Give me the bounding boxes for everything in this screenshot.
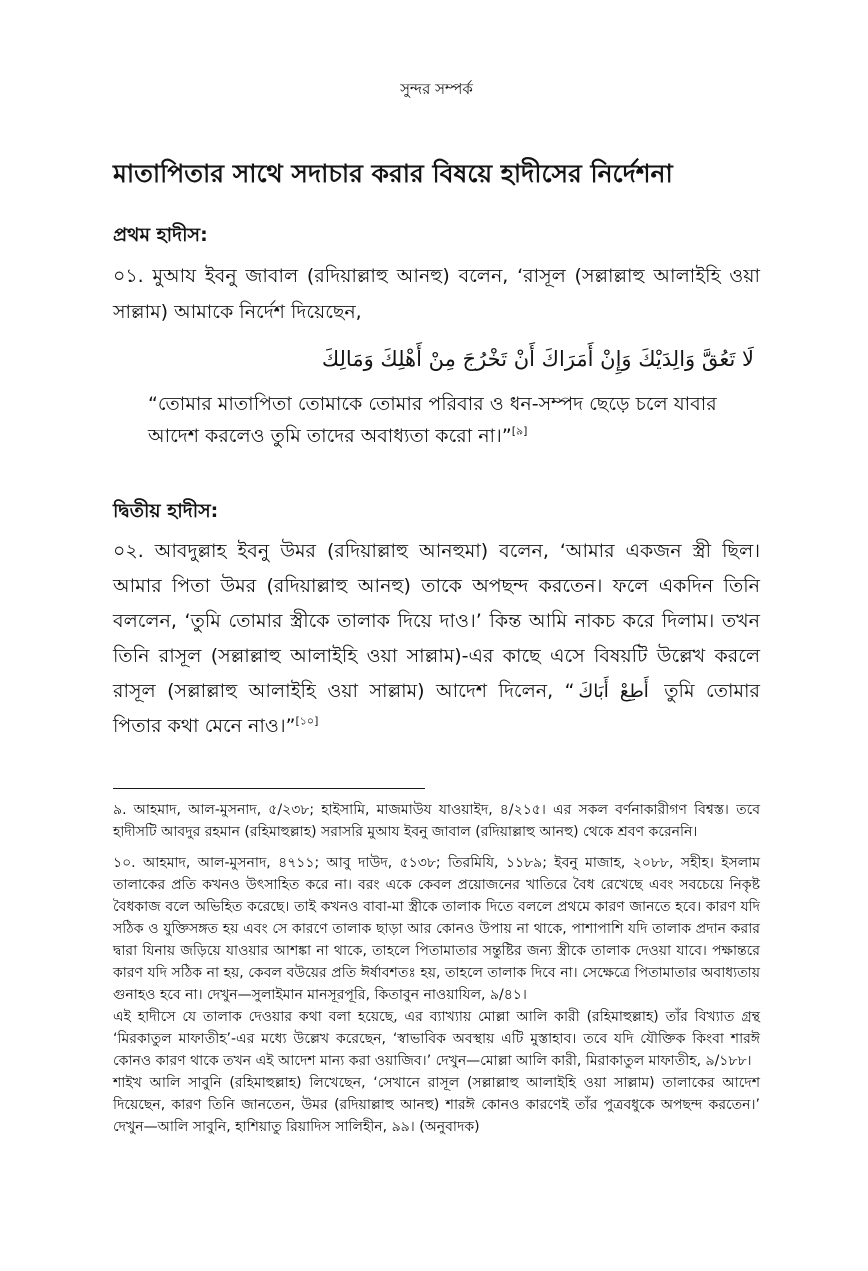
hadith-2-section xyxy=(113,496,760,744)
hadith-2-text xyxy=(113,534,760,744)
running-header: সুন্দর সম্পর্ক xyxy=(400,80,473,98)
hadith-1-intro: ০১. মুআয ইবনু জাবাল (রদিয়াল্লাহু আনহু) বলেন, ‘রাসূল (সল্লাল্লাহু আলাইহি ওয়া সাল্লাম) আমাকে নির্দেশ দিয়েছেন, xyxy=(113,265,760,323)
footnotes xyxy=(113,799,760,1138)
footnote-10-paragraph-3: শাইখ আলি সাবুনি (রহিমাহুল্লাহ) লিখেছেন, ‘সেখানে রাসূল (সল্লাল্লাহু আলাইহি ওয়া সাল্লাম) তালাকের আদেশ দিয়েছেন, কারণ তিনি জানতেন, উমর (রদিয়াল্লাহু আনহু) শারঈ কোনও কারণেই তাঁর পুত্রবধুকে অপছন্দ করতেন।’ দেখুন—আলি সাবুনি, হাশিয়াতু রিয়াদিস সালিহীন, ৯৯। (অনুবাদক) xyxy=(113,1075,760,1135)
footnote-10-paragraph-2: এই হাদীসে যে তালাক দেওয়ার কথা বলা হয়েছে, এর ব্যাখ্যায় মোল্লা আলি কারী (রহিমাহুল্লাহ) তাঁর বিখ্যাত গ্রন্থ ‘মিরকাতুল মাফাতীহ’-এর মধ্যে উল্লেখ করেছেন, ‘স্বাভাবিক অবস্থায় এটি মুস্তাহাব। তবে যদি যৌক্তিক কিংবা শারঈ কোনও কারণ থাকে তখন এই আদেশ মান্য করা ওয়াজিব।’ দেখুন—মোল্লা আলি কারী, মিরাকাতুল মাফাতীহ, ৯/১৮৮। xyxy=(113,1009,760,1069)
footnote-separator xyxy=(113,788,425,789)
footnote-9 xyxy=(113,799,760,843)
hadith-2-text-after-arabic: তুমি তোমার পিতার কথা মেনে নাও।” xyxy=(113,680,760,737)
hadith-1-arabic-text: لَا تَعُقَّ وَالِدَيْكَ وَإِنْ أَمَرَاكَ أَنْ تَخْرُجَ مِنْ أَهْلِكَ وَمَالِكَ xyxy=(321,347,754,371)
chapter-title: মাতাপিতার সাথে সদাচার করার বিষয়ে হাদীসের নির্দেশনা xyxy=(113,159,673,188)
hadith-2-text-before-arabic: ০২. আবদুল্লাহ ইবনু উমর (রদিয়াল্লাহু আনহুমা) বলেন, ‘আমার একজন স্ত্রী ছিল। আমার পিতা উমর (রদিয়াল্লাহু আনহু) তাকে অপছন্দ করতেন। ফলে একদিন তিনি বললেন, ‘তুমি তোমার স্ত্রীকে তালাক দিয়ে দাও।’ কিন্ত আমি নাকচ করে দিলাম। তখন তিনি রাসূল (সল্লাল্লাহু আলাইহি ওয়া সাল্লাম)-এর কাছে এসে বিষয়টি উল্লেখ করলে রাসূল (সল্লাল্লাহু আলাইহি ওয়া সাল্লাম) আদেশ দিলেন, “ xyxy=(113,540,760,702)
footnote-10 xyxy=(113,852,760,1138)
footnote-ref-10: [১০] xyxy=(295,714,319,728)
hadith-1-translation-text: “তোমার মাতাপিতা তোমাকে তোমার পরিবার ও ধন-সম্পদ ছেড়ে চলে যাবার আদেশ করলেও তুমি তাদের অবাধ্যতা করো না।” xyxy=(148,393,717,447)
hadith-2-heading: দ্বিতীয় হাদীস: xyxy=(113,500,219,522)
footnote-10-paragraph-1: ১০. আহমাদ, আল-মুসনাদ, ৪৭১১; আবু দাউদ, ৫১৩৮; তিরমিযি, ১১৮৯; ইবনু মাজাহ, ২০৮৮, সহীহ। ইসলাম তালাকের প্রতি কখনও উৎসাহিত করে না। বরং একে কেবল প্রয়োজনের খাতিরে বৈধ রেখেছে এবং সবচেয়ে নিকৃষ্ট বৈধকাজ বলে অভিহিত করেছে। তাই কখনও বাবা-মা স্ত্রীকে তালাক দিতে বললে প্রথমে কারণ জানতে হবে। কারণ যদি সঠিক ও যুক্তিসঙ্গত হয় এবং সে কারণে তালাক ছাড়া আর কোনও উপায় না থাকে, পাশাপাশি যদি তালাক প্রদান করার দ্বারা যিনায় জড়িয়ে যাওয়ার আশঙ্কা না থাকে, তাহলে পিতামাতার সন্তুষ্টির জন্য স্ত্রীকে তালাক দেওয়া যাবে। পক্ষান্তরে কারণ যদি সঠিক না হয়, কেবল বউয়ের প্রতি ঈর্ষাবশতঃ হয়, তাহলে তালাক দিবে না। সেক্ষেত্রে পিতামাতার অবাধ্যতায় গুনাহও হবে না। দেখুন—সুলাইমান মানসূরপূরি, কিতাবুন নাওয়াযিল, ৯/৪১। xyxy=(113,855,760,1003)
footnote-9-paragraph: ৯. আহমাদ, আল-মুসনাদ, ৫/২৩৮; হাইসামি, মাজমাউয যাওয়াইদ, ৪/২১৫। এর সকল বর্ণনাকারীগণ বিশ্বস্ত। তবে হাদীসটি আবদুর রহমান (রহিমাহুল্লাহ) সরাসরি মুআয ইবনু জাবাল (রদিয়াল্লাহু আনহু) থেকে শ্রবণ করেননি। xyxy=(113,802,760,840)
hadith-2-inline-arabic: أَطِعْ أَبَاكَ xyxy=(578,681,649,702)
hadith-1-heading: প্রথম হাদীস: xyxy=(113,224,208,246)
hadith-1-translation xyxy=(113,388,760,452)
footnote-ref-9: [৯] xyxy=(511,424,528,438)
hadith-1-section xyxy=(113,220,760,452)
